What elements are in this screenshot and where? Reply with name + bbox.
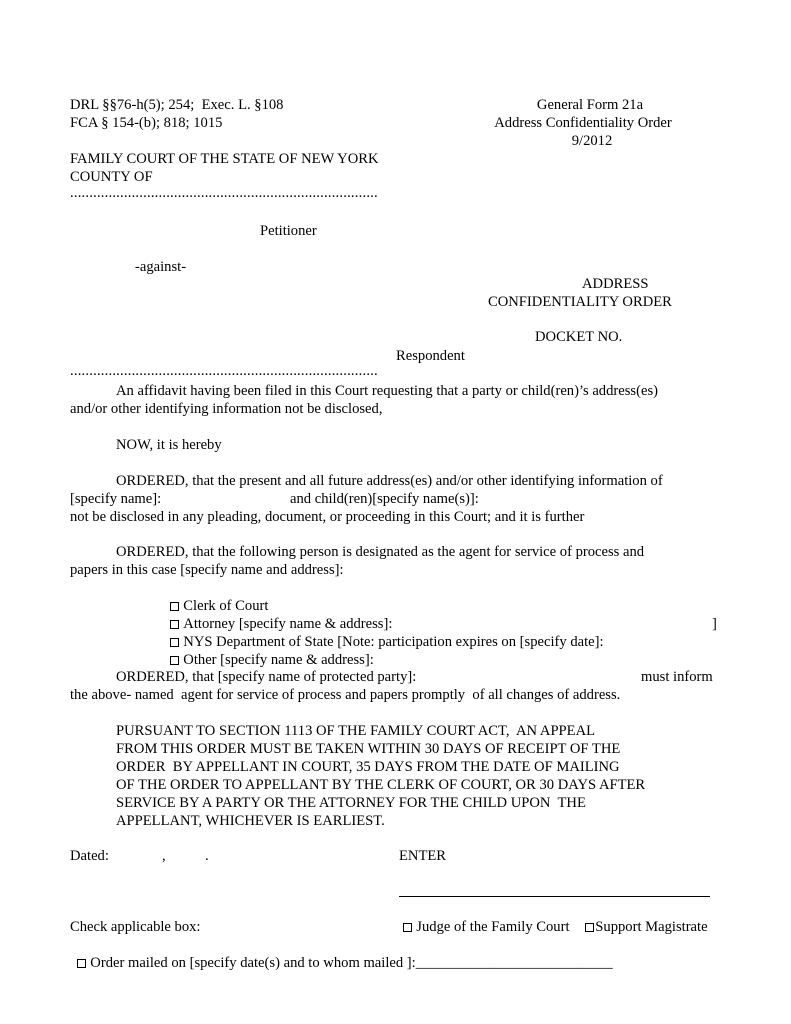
petitioner-label: Petitioner <box>260 223 317 239</box>
order-mailed-label: Order mailed on [specify date(s) and to whom mailed ]:___________________________ <box>90 955 613 971</box>
form-name: General Form 21a <box>536 97 644 113</box>
court-name: FAMILY COURT OF THE STATE OF NEW YORK <box>70 151 379 167</box>
option-label: Other [specify name & address]: <box>183 652 374 668</box>
ordered-protected-party-line2: the above- named agent for service of process and papers promptly of all changes of address. <box>70 687 621 703</box>
county-label: COUNTY OF <box>70 169 153 185</box>
appeal-notice-line1: PURSUANT TO SECTION 1113 OF THE FAMILY COURT ACT, AN APPEAL <box>116 723 596 739</box>
checkbox-icon[interactable] <box>77 959 86 968</box>
must-inform-label: must inform <box>641 669 713 685</box>
ordered-nondisclosure-line1: ORDERED, that the present and all future address(es) and/or other identifying information of <box>116 473 663 489</box>
against-label: -against- <box>135 259 187 275</box>
checkbox-icon[interactable] <box>170 656 179 665</box>
check-applicable-label: Check applicable box: <box>70 919 201 935</box>
statute-citation-fca: FCA § 154-(b); 818; 1015 <box>70 115 223 131</box>
caption-dotted-line-bottom: ................................................................................ <box>70 363 378 379</box>
specify-children-label: and child(ren)[specify name(s)]: <box>290 491 479 507</box>
option-label: Attorney [specify name & address]: <box>183 616 393 632</box>
ordered-protected-party: ORDERED, that [specify name of protected party]: <box>116 669 417 685</box>
magistrate-checkbox[interactable] <box>578 900 708 936</box>
specify-name-label: [specify name]: <box>70 491 162 507</box>
order-title-line2: CONFIDENTIALITY ORDER <box>488 294 672 310</box>
ordered-agent-line2: papers in this case [specify name and address]: <box>70 562 344 578</box>
caption-dotted-line-top: ................................................................................ <box>70 185 378 201</box>
bracket-close: ] <box>712 616 717 632</box>
dated-period: . <box>205 848 209 864</box>
ordered-nondisclosure-line3: not be disclosed in any pleading, document, or proceeding in this Court; and it is further <box>70 509 585 525</box>
signature-line <box>399 896 710 897</box>
appeal-notice-line4: OF THE ORDER TO APPELLANT BY THE CLERK OF COURT, OR 30 DAYS AFTER <box>116 777 646 793</box>
option-other[interactable] <box>163 633 374 669</box>
checkbox-icon[interactable] <box>585 923 594 932</box>
appeal-notice-line5: SERVICE BY A PARTY OR THE ATTORNEY FOR THE CHILD UPON THE <box>116 795 586 811</box>
affidavit-paragraph-line1: An affidavit having been filed in this Court requesting that a party or child(ren)’s address(es) <box>116 383 658 399</box>
dated-label: Dated: <box>70 848 109 864</box>
docket-number-label: DOCKET NO. <box>535 329 623 345</box>
dated-comma: , <box>162 848 166 864</box>
option-label: Clerk of Court <box>183 598 269 614</box>
form-title: Address Confidentiality Order <box>494 115 672 131</box>
respondent-label: Respondent <box>396 348 465 364</box>
option-label: NYS Department of State [Note: participation expires on [specify date]: <box>183 634 604 650</box>
ordered-agent-line1: ORDERED, that the following person is designated as the agent for service of process and <box>116 544 645 560</box>
appeal-notice-line3: ORDER BY APPELLANT IN COURT, 35 DAYS FROM THE DATE OF MAILING <box>116 759 620 775</box>
affidavit-paragraph-line2: and/or other identifying information not be disclosed, <box>70 401 383 417</box>
enter-label: ENTER <box>399 848 447 864</box>
order-title-line1: ADDRESS <box>582 276 649 292</box>
form-date: 9/2012 <box>571 133 613 149</box>
now-hereby: NOW, it is hereby <box>116 437 222 453</box>
judge-label: Judge of the Family Court <box>416 919 570 935</box>
checkbox-icon[interactable] <box>403 923 412 932</box>
order-mailed-checkbox[interactable] <box>70 936 613 972</box>
magistrate-label: Support Magistrate <box>595 919 708 935</box>
appeal-notice-line6: APPELLANT, WHICHEVER IS EARLIEST. <box>116 813 385 829</box>
statute-citation-drl: DRL §§76-h(5); 254; Exec. L. §108 <box>70 97 284 113</box>
judge-checkbox[interactable] <box>396 900 570 936</box>
appeal-notice-line2: FROM THIS ORDER MUST BE TAKEN WITHIN 30 DAYS OF RECEIPT OF THE <box>116 741 621 757</box>
